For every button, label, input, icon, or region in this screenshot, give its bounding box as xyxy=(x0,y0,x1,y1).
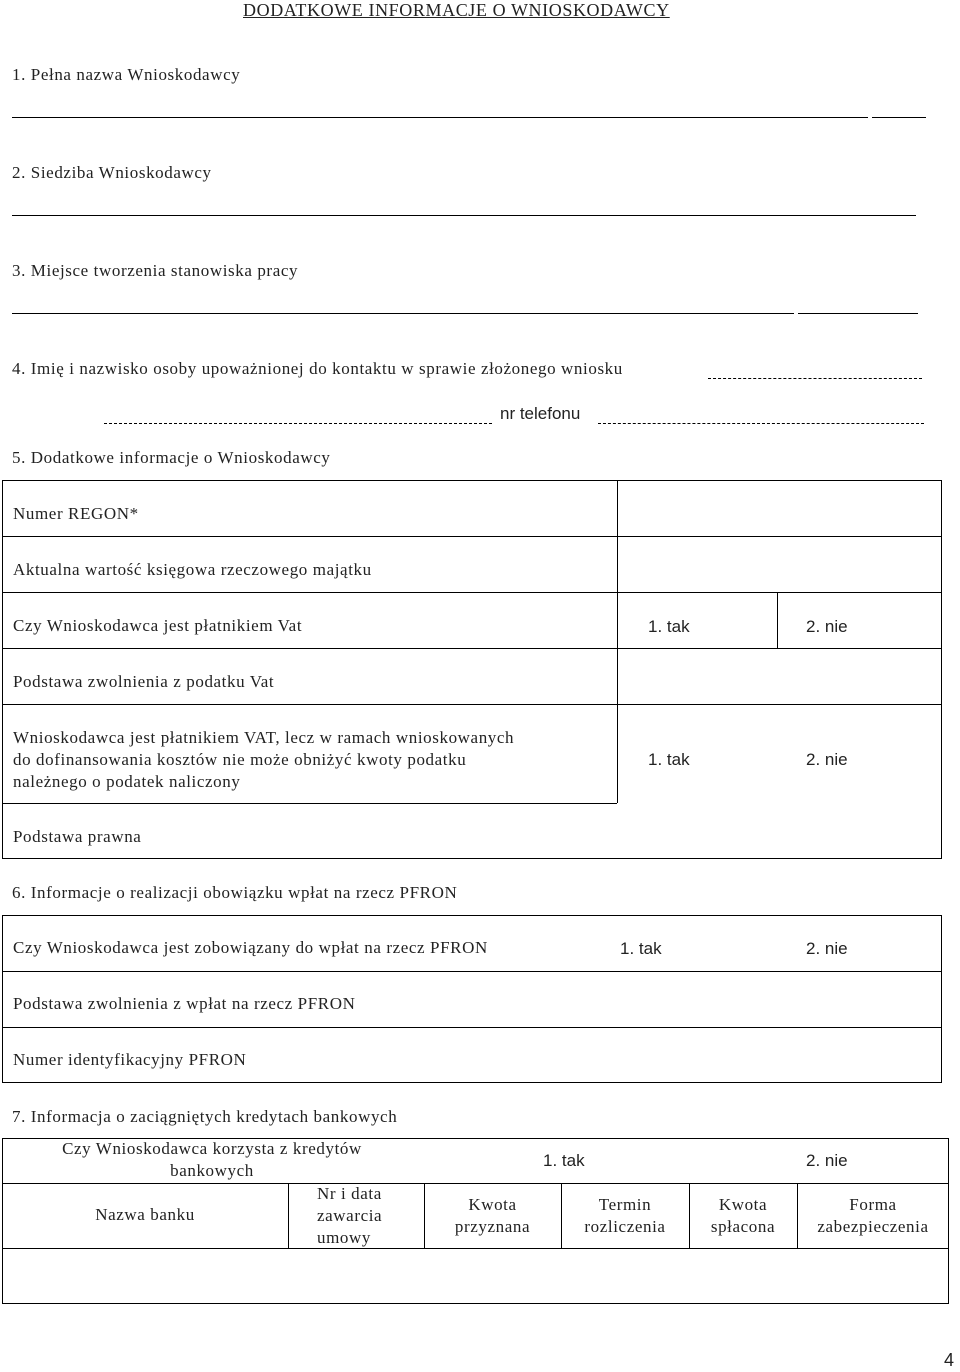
question-4-label: 4. Imię i nazwisko osoby upoważnionej do kontaktu w sprawie złożonego wniosku xyxy=(12,359,623,378)
answer-line-4-phone[interactable] xyxy=(598,423,924,424)
answer-line-2[interactable] xyxy=(12,215,916,216)
table5-row-line xyxy=(2,648,942,649)
col-granted-line1: Kwota xyxy=(468,1195,517,1214)
answer-line-4-name[interactable] xyxy=(708,378,922,379)
question-7-label: 7. Informacja o zaciągniętych kredytach bankowych xyxy=(12,1107,398,1126)
table7-row-line xyxy=(2,1248,949,1249)
page-number: 4 xyxy=(944,1350,955,1370)
book-value-label: Aktualna wartość księgowa rzeczowego majątku xyxy=(13,560,372,579)
col-repaid-line1: Kwota xyxy=(718,1195,768,1214)
answer-line-1b[interactable] xyxy=(872,117,926,118)
question-2-label: 2. Siedziba Wnioskodawcy xyxy=(12,163,212,182)
vat-deduction-yes-option[interactable]: 1. tak xyxy=(648,750,690,769)
col-bank-name: Nazwa banku xyxy=(95,1205,195,1224)
table5-column-divider xyxy=(617,480,618,803)
col-collateral-line2: zabezpieczenia xyxy=(817,1217,929,1236)
vat-deduction-question-line2: do dofinansowania kosztów nie może obniżyć kwoty podatku xyxy=(13,750,467,769)
vat-payer-question: Czy Wnioskodawca jest płatnikiem Vat xyxy=(13,616,303,635)
question-6-label: 6. Informacje o realizacji obowiązku wpłat na rzecz PFRON xyxy=(12,883,458,902)
col-contract-line2: zawarcia xyxy=(317,1206,383,1225)
pfron-obligation-question: Czy Wnioskodawca jest zobowiązany do wpłat na rzecz PFRON xyxy=(13,938,488,957)
legal-basis-label: Podstawa prawna xyxy=(13,827,142,846)
col-repaid-line2: spłacona xyxy=(710,1217,776,1236)
col-settlement-line1: Termin xyxy=(598,1195,652,1214)
question-3-label: 3. Miejsce tworzenia stanowiska pracy xyxy=(12,261,299,280)
table7-row-line xyxy=(2,1183,949,1184)
vat-deduction-question-line3: należnego o podatek naliczony xyxy=(13,772,241,791)
col-settlement-line2: rozliczenia xyxy=(584,1217,666,1236)
table5-row-line xyxy=(2,803,617,804)
table7-col-line xyxy=(797,1183,798,1248)
table5-row-line xyxy=(2,704,942,705)
loans-yes-option[interactable]: 1. tak xyxy=(543,1151,585,1170)
table7-col-line xyxy=(689,1183,690,1248)
phone-label: nr telefonu xyxy=(500,404,581,423)
question-1-label: 1. Pełna nazwa Wnioskodawcy xyxy=(12,65,241,84)
table7-col-line xyxy=(288,1183,289,1248)
table6-row-line xyxy=(2,971,942,972)
pfron-no-option[interactable]: 2. nie xyxy=(806,939,848,958)
loans-question-line1: Czy Wnioskodawca korzysta z kredytów xyxy=(62,1139,362,1158)
col-contract-line3: umowy xyxy=(317,1228,371,1247)
col-collateral-line1: Forma xyxy=(849,1195,897,1214)
table7-col-line xyxy=(424,1183,425,1248)
loans-question-line2: bankowych xyxy=(170,1161,254,1180)
col-granted-line2: przyznana xyxy=(454,1217,531,1236)
vat-yes-no-divider xyxy=(777,592,778,648)
vat-exemption-label: Podstawa zwolnienia z podatku Vat xyxy=(13,672,275,691)
col-contract-line1: Nr i data xyxy=(317,1184,382,1203)
answer-line-4-name-cont[interactable] xyxy=(104,423,492,424)
table7-col-line xyxy=(561,1183,562,1248)
regon-label: Numer REGON* xyxy=(13,504,139,523)
table5-row-line xyxy=(2,592,942,593)
page-title: DODATKOWE INFORMACJE O WNIOSKODAWCY xyxy=(243,0,670,20)
answer-line-1a[interactable] xyxy=(12,117,868,118)
vat-payer-no-option[interactable]: 2. nie xyxy=(806,617,848,636)
answer-line-3b[interactable] xyxy=(798,313,918,314)
table5-row-line xyxy=(2,536,942,537)
loans-no-option[interactable]: 2. nie xyxy=(806,1151,848,1170)
pfron-exemption-label: Podstawa zwolnienia z wpłat na rzecz PFRON xyxy=(13,994,356,1013)
vat-deduction-no-option[interactable]: 2. nie xyxy=(806,750,848,769)
vat-payer-yes-option[interactable]: 1. tak xyxy=(648,617,690,636)
pfron-yes-option[interactable]: 1. tak xyxy=(620,939,662,958)
question-5-label: 5. Dodatkowe informacje o Wnioskodawcy xyxy=(12,448,331,467)
table6-row-line xyxy=(2,1027,942,1028)
vat-deduction-question-line1: Wnioskodawca jest płatnikiem VAT, lecz w ramach wnioskowanych xyxy=(13,728,515,747)
pfron-id-label: Numer identyfikacyjny PFRON xyxy=(13,1050,247,1069)
answer-line-3a[interactable] xyxy=(12,313,794,314)
